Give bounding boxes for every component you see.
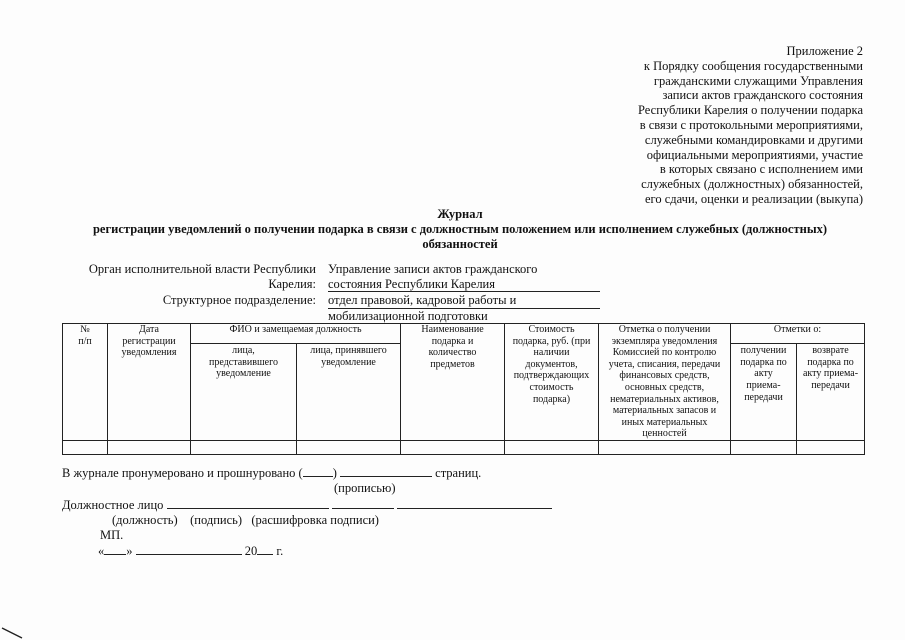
appendix-line: официальными мероприятиями, участие [646,147,863,162]
header-marks: Отметки о: [731,324,865,344]
header-fio-receiver: лица, принявшего уведомление [297,344,401,441]
division-value [328,293,600,324]
date-line [62,542,762,559]
appendix-line: записи актов гражданского состояния [662,88,863,103]
footer-block [62,464,762,559]
authority-value-line-2: состояния Республики Карелия [328,277,600,293]
stamp-line [62,528,762,543]
appendix-line: его сдачи, оценки и реализации (выкупа) [644,191,863,206]
register-table [62,323,865,455]
table-cell [599,440,731,454]
numbered-pages-line: В журнале пронумеровано и прошнуровано ( ) страниц. [62,466,482,480]
appendix-line: служебными командировками и другими [644,132,863,147]
organization-block [60,262,620,325]
journal-subtitle-line-1: регистрации уведомлений о получении подарка в связи с должностным положением или исполнением служебных (должностных) [92,221,827,236]
division-row [60,293,620,324]
header-commission-mark: Отметка о получении экземпляра уведомления Комиссией по контролю учета, списания, передачи финансовых средств, основных средств, нематериальных активов, материальных запасов и иных материальных ценностей [599,324,731,441]
appendix-block [573,44,863,207]
header-cost: Стоимость подарка, руб. (при наличии документов, подтверждающих стоимость подарка) [505,324,599,441]
header-gift-name: Наименование подарка и количество предметов [401,324,505,441]
date-open-quote: « [98,544,105,559]
position-blank [167,496,329,509]
authority-value [328,262,600,292]
date-close-quote: » [126,544,133,559]
header-fio: ФИО и замещаемая должность [191,324,401,344]
words-note: (прописью) [334,480,396,495]
journal-heading: Журнал [437,207,483,221]
table-cell [797,440,865,454]
month-blank [136,542,242,555]
appendix-line: служебных (должностных) обязанностей, [641,177,863,192]
appendix-line: в связи с протокольными мероприятиями, [639,117,863,132]
table-cell [297,440,401,454]
year-blank [257,542,273,555]
journal-title [60,207,860,251]
table-cell [401,440,505,454]
stamp-label: МП. [100,527,124,542]
words-note-row [62,481,762,496]
numbered-pages-prefix: В журнале пронумеровано и прошнуровано ( [62,466,303,480]
signature-blank [332,496,394,509]
year-prefix: 20 [244,544,258,559]
appendix-line: Приложение 2 [786,44,863,58]
authority-label-line-2: Карелия: [268,276,316,291]
table-cell [505,440,599,454]
authority-value-line-1: Управление записи актов гражданского [328,262,538,276]
division-label: Структурное подразделение: [162,293,316,308]
year-suffix: г. [276,544,284,559]
header-date: Дата регистрации уведомления [108,324,191,441]
table-cell [108,440,191,454]
numbered-pages-suffix: страниц. [435,466,482,480]
signature-decoding-blank [397,496,552,509]
table-row [63,440,865,454]
header-marks-receipt: получении подарка по акту приема- передачи [731,344,797,441]
division-value-line-2: мобилизационной подготовки [328,309,600,325]
official-label: Должностное лицо [62,497,164,512]
authority-row [60,262,620,292]
header-marks-return: возврате подарка по акту приема- передачи [797,344,865,441]
authority-label [60,262,328,292]
official-line [62,496,762,513]
appendix-line: в которых связано с исполнением ими [659,162,863,177]
appendix-line: к Порядку сообщения государственными [643,58,863,73]
scan-edge-mark [0,622,30,640]
table-cell [731,440,797,454]
header-number: № п/п [63,324,108,441]
division-value-line-1: отдел правовой, кадровой работы и [328,293,600,309]
appendix-line: Республики Карелия о получении подарка [638,103,863,118]
role-notes-row [62,513,762,528]
header-fio-submitter: лица, представившего уведомление [191,344,297,441]
pages-number-blank [303,464,333,477]
pages-words-blank [340,464,432,477]
table-cell [191,440,297,454]
authority-label-line-1: Орган исполнительной власти Республики [88,262,316,276]
table-cell [63,440,108,454]
day-blank [104,542,126,555]
role-notes: (должность) (подпись) (расшифровка подписи) [112,512,379,527]
journal-subtitle-line-2: обязанностей [422,236,498,251]
appendix-line: гражданскими служащими Управления [653,73,863,88]
